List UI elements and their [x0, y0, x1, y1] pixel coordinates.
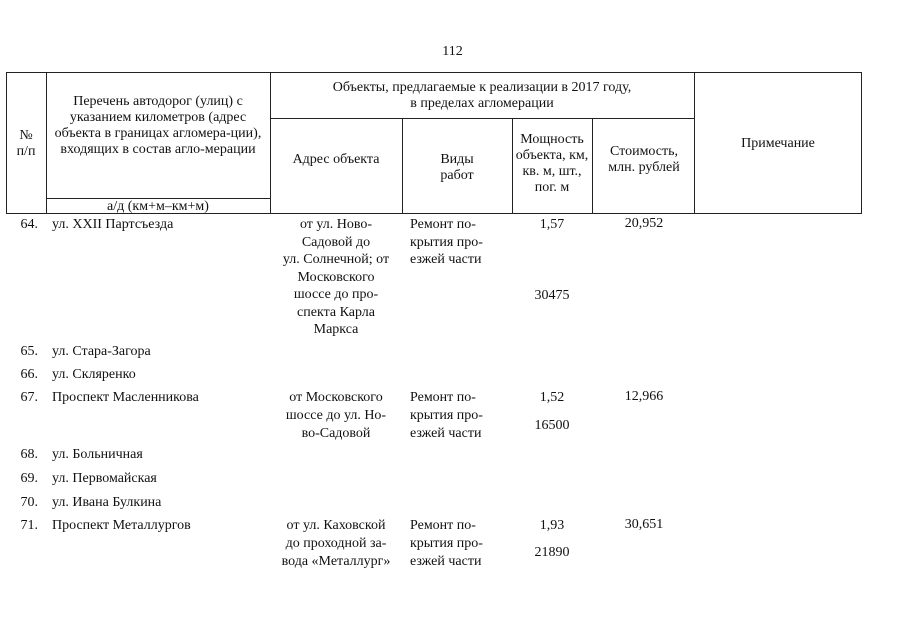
header-capacity: Мощность объекта, км, кв. м, шт., пог. м [515, 132, 589, 195]
capacity-km: 1,93 [539, 518, 565, 533]
header-address: Адрес объекта [292, 152, 380, 167]
cost-value: 30,651 [624, 517, 664, 532]
road-name: ул. Больничная [52, 447, 143, 462]
cost-value: 20,952 [624, 216, 664, 231]
page-number: 112 [442, 44, 463, 59]
work-type: Ремонт по- крытия про- езжей части [410, 390, 483, 441]
row-number: 66. [20, 367, 38, 382]
row-number: 65. [20, 344, 38, 359]
capacity-km: 1,57 [539, 217, 565, 232]
road-name: ул. Скляренко [52, 367, 136, 382]
object-address: от ул. Ново- Садовой до ул. Солнечной; от Московского шоссе до про- спекта Карла Маркса [282, 217, 390, 337]
row-number: 67. [20, 390, 38, 405]
object-address: от Московского шоссе до ул. Но- во-Садовой [285, 390, 387, 441]
header-objects-group: Объекты, предлагаемые к реализации в 2017 году, в пределах агломерации [332, 80, 632, 111]
header-roads: Перечень автодорог (улиц) с указанием километров (адрес объекта в границах агломера-ции), входящих в состав агло-мерации [54, 94, 262, 157]
road-name: ул. Первомайская [52, 471, 157, 486]
header-note: Примечание [741, 136, 815, 151]
header-cost: Стоимость, млн. рублей [608, 144, 680, 175]
row-number: 70. [20, 495, 38, 510]
road-name: ул. XXII Партсъезда [52, 217, 174, 232]
capacity-area: 16500 [534, 418, 570, 433]
capacity-area: 30475 [534, 288, 570, 303]
work-type: Ремонт по- крытия про- езжей части [410, 518, 483, 569]
work-type: Ремонт по- крытия про- езжей части [410, 217, 483, 267]
road-name: ул. Стара-Загора [52, 344, 151, 359]
road-name: Проспект Масленникова [52, 390, 199, 405]
road-name: Проспект Металлургов [52, 518, 191, 533]
capacity-area: 21890 [534, 545, 570, 560]
header-roads-sub: а/д (км+м–км+м) [107, 199, 209, 214]
object-address: от ул. Каховской до проходной за- вода «Металлург» [281, 518, 391, 569]
header-num: № п/п [16, 128, 36, 159]
row-number: 68. [20, 447, 38, 462]
row-number: 71. [20, 518, 38, 533]
row-number: 64. [20, 217, 38, 232]
capacity-km: 1,52 [539, 390, 565, 405]
cost-value: 12,966 [624, 389, 664, 404]
row-number: 69. [20, 471, 38, 486]
header-works: Виды работ [440, 152, 474, 183]
road-name: ул. Ивана Булкина [52, 495, 162, 510]
